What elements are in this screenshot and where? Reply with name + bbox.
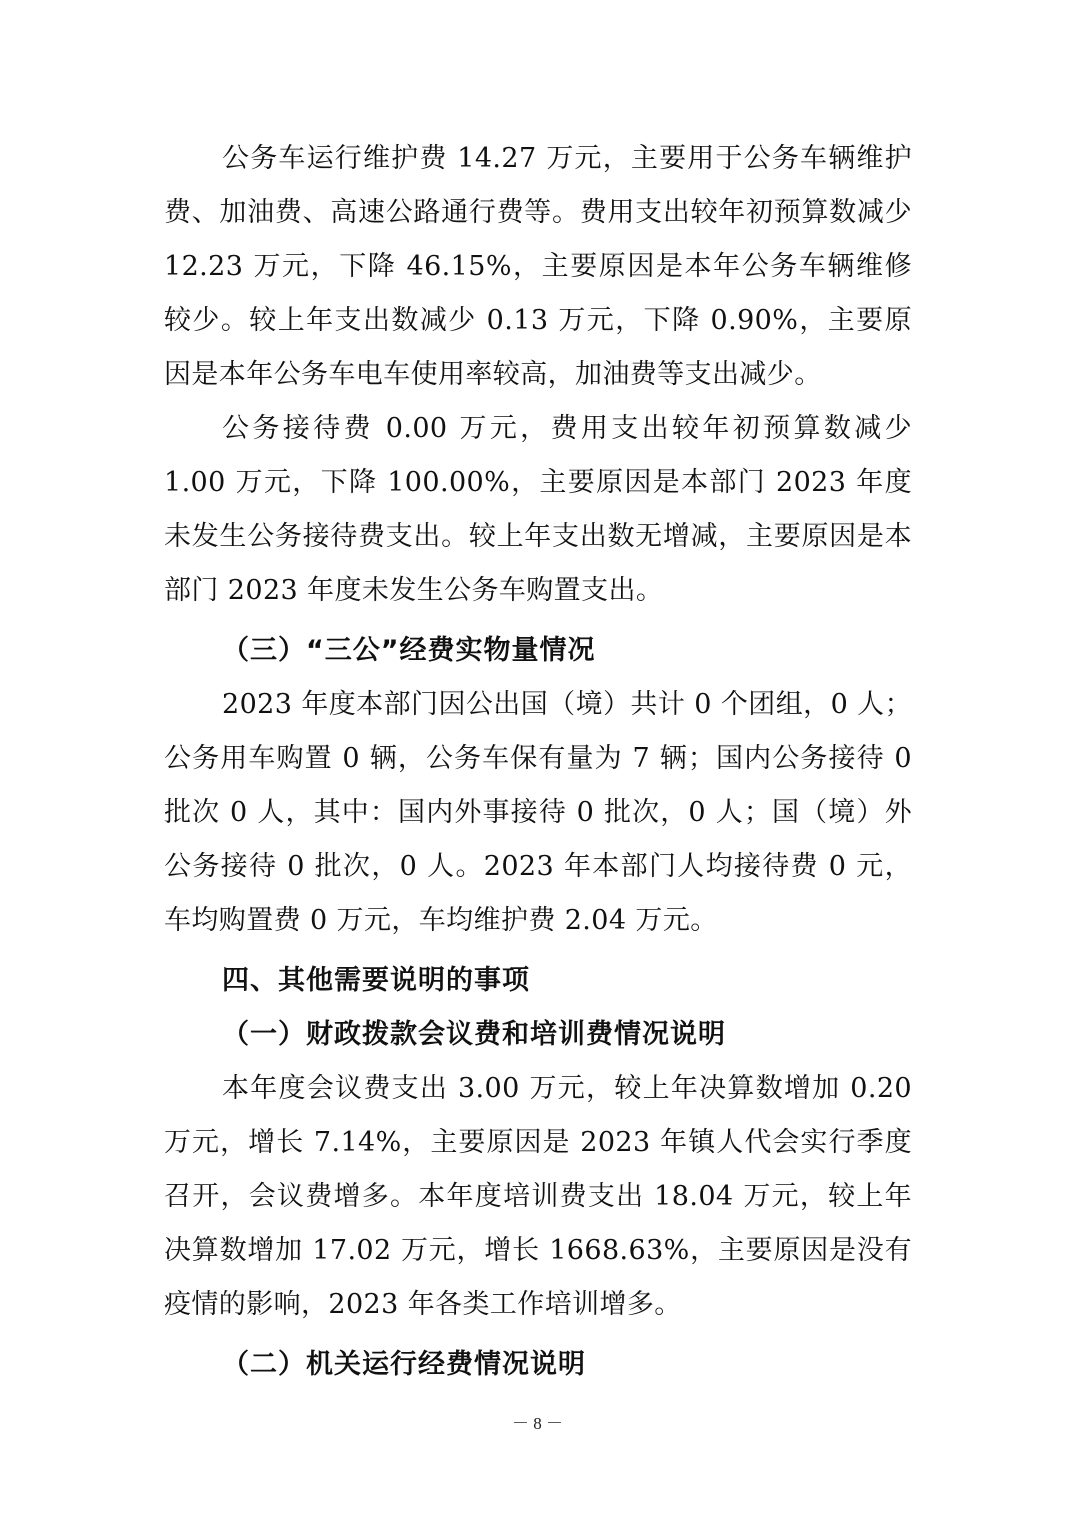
- heading-meeting-training: （一）财政拨款会议费和培训费情况说明: [222, 1019, 726, 1050]
- paragraph-meeting-training: 本年度会议费支出 3.00 万元，较上年决算数增加 0.20 万元，增长 7.14%，主要原因是 2023 年镇人代会实行季度召开，会议费增多。本年度培训费支出 18.04 万元，较上年决算数增加 17.02 万元，增长 1668.63%，主要原因是没有疫情的影响，2023 年各类工作培训增多。: [164, 1073, 912, 1320]
- paragraph-reception-fee: 公务接待费 0.00 万元，费用支出较年初预算数减少 1.00 万元，下降 100.00%，主要原因是本部门 2023 年度未发生公务接待费支出。较上年支出数无增减，主要原因是本部门 2023 年度未发生公务车购置支出。: [164, 413, 912, 606]
- heading-other-matters: 四、其他需要说明的事项: [222, 965, 530, 996]
- document-page: [164, 132, 912, 1392]
- heading-operating-expenses: （二）机关运行经费情况说明: [222, 1349, 586, 1380]
- paragraph-physical-quantity: 2023 年度本部门因公出国（境）共计 0 个团组，0 人；公务用车购置 0 辆，公务车保有量为 7 辆；国内公务接待 0 批次 0 人，其中：国内外事接待 0 批次，0 人；国（境）外公务接待 0 批次，0 人。2023 年本部门人均接待费 0 元，车均购置费 0 万元，车均维护费 2.04 万元。: [164, 689, 912, 936]
- heading-physical-quantity: （三）“三公”经费实物量情况: [222, 635, 596, 666]
- paragraph-vehicle-maintenance: 公务车运行维护费 14.27 万元，主要用于公务车辆维护费、加油费、高速公路通行费等。费用支出较年初预算数减少 12.23 万元，下降 46.15%，主要原因是本年公务车辆维修较少。较上年支出数减少 0.13 万元，下降 0.90%，主要原因是本年公务车电车使用率较高，加油费等支出减少。: [164, 143, 912, 390]
- page-number: － 8 －: [512, 1414, 563, 1433]
